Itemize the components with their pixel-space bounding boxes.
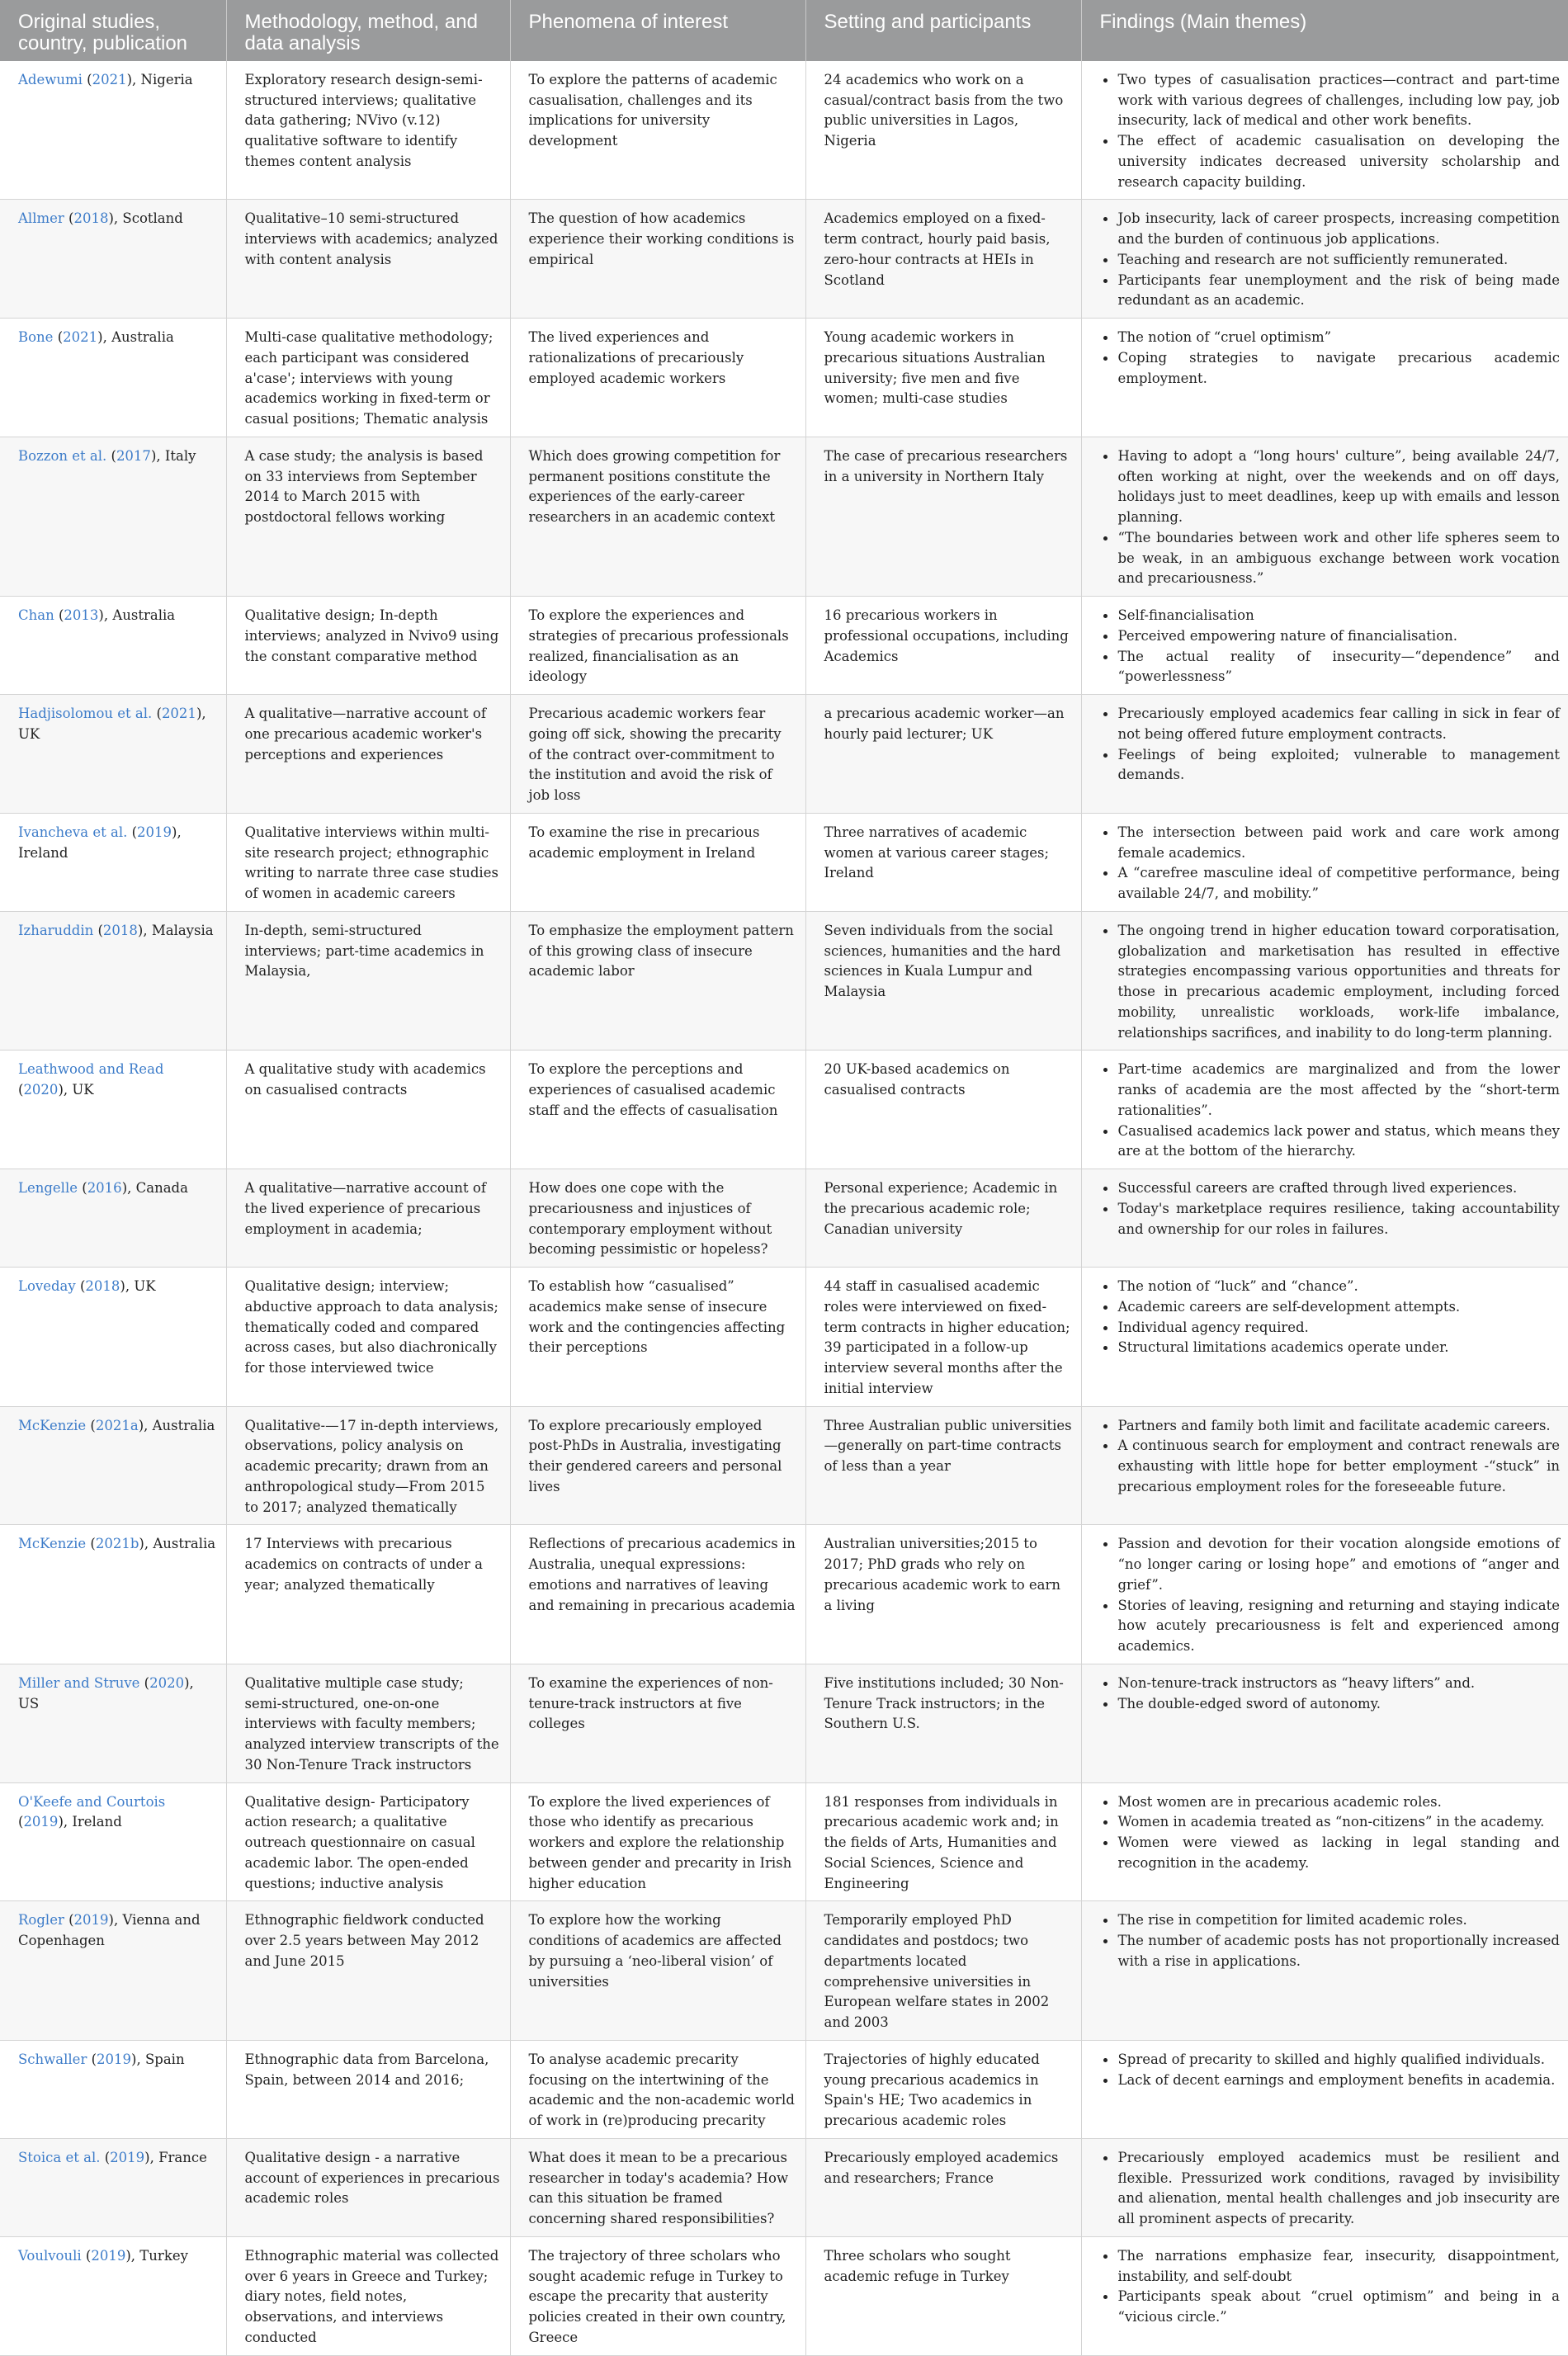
findings-cell: [1081, 437, 1568, 596]
study-cell: Miller and Struve (2020), US: [0, 1664, 226, 1782]
year-citation-link[interactable]: 2021: [63, 329, 98, 346]
author-citation-link[interactable]: Chan: [18, 607, 54, 624]
author-citation-link[interactable]: Miller and Struve: [18, 1674, 140, 1691]
finding-item: Perceived empowering nature of financialisation.: [1100, 626, 1561, 647]
study-cell: Allmer (2018), Scotland: [0, 200, 226, 319]
author-citation-link[interactable]: Lengelle: [18, 1180, 78, 1197]
finding-item: Most women are in precarious academic roles.: [1100, 1792, 1561, 1813]
year-citation-link[interactable]: 2021b: [95, 1536, 139, 1552]
year-citation-link[interactable]: 2021a: [95, 1417, 139, 1433]
findings-list: [1100, 1674, 1561, 1715]
study-cell: Stoica et al. (2019), France: [0, 2138, 226, 2236]
year-citation-link[interactable]: 2019: [91, 2247, 126, 2264]
methodology-cell: A qualitative—narrative account of the lived experience of precarious employment in academia;: [226, 1169, 510, 1268]
author-citation-link[interactable]: Leathwood and Read: [18, 1061, 164, 1078]
finding-item: The intersection between paid work and care work among female academics.: [1100, 823, 1561, 864]
header-setting: Setting and participants: [805, 0, 1081, 61]
findings-cell: [1081, 695, 1568, 814]
author-citation-link[interactable]: Rogler: [18, 1912, 64, 1929]
header-methodology: Methodology, method, and data analysis: [226, 0, 510, 61]
findings-list: [1100, 2050, 1561, 2091]
findings-cell: [1081, 1901, 1568, 2041]
phenomena-cell: To analyse academic precarity focusing on the intertwining of the academic and the non-academic world of work in (re)producing precarity: [510, 2040, 805, 2138]
setting-cell: Young academic workers in precarious situations Australian university; five men and five women; multi-case studies: [805, 319, 1081, 437]
findings-cell: [1081, 813, 1568, 911]
study-cell: Rogler (2019), Vienna and Copenhagen: [0, 1901, 226, 2041]
finding-item: Today's marketplace requires resilience, taking accountability and ownership for our roles in failures.: [1100, 1199, 1561, 1240]
phenomena-cell: To examine the rise in precarious academic employment in Ireland: [510, 813, 805, 911]
author-citation-link[interactable]: Stoica et al.: [18, 2149, 101, 2165]
table-row: [0, 695, 1568, 814]
table-row: [0, 319, 1568, 437]
methodology-cell: A case study; the analysis is based on 33 interviews from September 2014 to March 2015 with postdoctoral fellows working: [226, 437, 510, 596]
author-citation-link[interactable]: Loveday: [18, 1278, 76, 1295]
study-country: ), Italy: [150, 447, 196, 464]
study-country: ), Australia: [98, 607, 176, 624]
phenomena-cell: To explore how the working conditions of academics are affected by pursuing a ‘neo-liberal vision’ of universities: [510, 1901, 805, 2041]
findings-list: [1100, 1534, 1561, 1657]
phenomena-cell: The question of how academics experience their working conditions is empirical: [510, 200, 805, 319]
finding-item: Successful careers are crafted through lived experiences.: [1100, 1178, 1561, 1199]
author-citation-link[interactable]: Schwaller: [18, 2051, 87, 2067]
year-citation-link[interactable]: 2021: [92, 71, 127, 87]
findings-list: [1100, 1178, 1561, 1239]
table-body: [0, 61, 1568, 2355]
table-row: [0, 2236, 1568, 2355]
methodology-cell: Ethnographic material was collected over 6 years in Greece and Turkey; diary notes, field notes, observations, and interviews conducted: [226, 2236, 510, 2355]
study-cell: O'Keefe and Courtois (2019), Ireland: [0, 1782, 226, 1901]
setting-cell: Personal experience; Academic in the precarious academic role; Canadian university: [805, 1169, 1081, 1268]
findings-list: [1100, 606, 1561, 687]
findings-list: [1100, 1060, 1561, 1162]
findings-list: [1100, 70, 1561, 193]
findings-cell: [1081, 597, 1568, 695]
header-phenomena: Phenomena of interest: [510, 0, 805, 61]
study-cell: McKenzie (2021b), Australia: [0, 1525, 226, 1664]
findings-list: [1100, 209, 1561, 311]
study-cell: McKenzie (2021a), Australia: [0, 1406, 226, 1525]
author-citation-link[interactable]: Allmer: [18, 210, 64, 227]
finding-item: Self-financialisation: [1100, 606, 1561, 626]
author-citation-link[interactable]: Izharuddin: [18, 922, 94, 938]
findings-list: [1100, 1277, 1561, 1358]
year-citation-link[interactable]: 2019: [110, 2149, 145, 2165]
finding-item: Participants fear unemployment and the risk of being made redundant as an academic.: [1100, 271, 1561, 312]
finding-item: Partners and family both limit and facilitate academic careers.: [1100, 1416, 1561, 1437]
study-country: ), Australia: [97, 329, 174, 346]
table-row: [0, 1901, 1568, 2041]
setting-cell: Temporarily employed PhD candidates and postdocs; two departments located comprehensive universities in European welfare states in 2002 and 2003: [805, 1901, 1081, 2041]
phenomena-cell: To explore the patterns of academic casualisation, challenges and its implications for university development: [510, 61, 805, 200]
finding-item: Part-time academics are marginalized and from the lower ranks of academia are the most affected by the “short-term rationalities”.: [1100, 1060, 1561, 1121]
phenomena-cell: How does one cope with the precariousness and injustices of contemporary employment without becoming pessimistic or hopeless?: [510, 1169, 805, 1268]
year-citation-link[interactable]: 2019: [23, 1814, 59, 1830]
finding-item: Structural limitations academics operate under.: [1100, 1338, 1561, 1358]
header-studies: Original studies, country, publication: [0, 0, 226, 61]
study-country: ), Vienna and Copenhagen: [18, 1912, 201, 1949]
finding-item: Feelings of being exploited; vulnerable to management demands.: [1100, 745, 1561, 786]
findings-cell: [1081, 61, 1568, 200]
findings-cell: [1081, 1051, 1568, 1169]
table-row: [0, 200, 1568, 319]
year-citation-link[interactable]: 2021: [161, 706, 196, 722]
year-citation-link[interactable]: 2020: [149, 1674, 185, 1691]
findings-cell: [1081, 1782, 1568, 1901]
methodology-cell: A qualitative—narrative account of one precarious academic worker's perceptions and experiences: [226, 695, 510, 814]
finding-item: The effect of academic casualisation on developing the university indicates decreased university scholarship and research capacity building.: [1100, 131, 1561, 192]
findings-cell: [1081, 911, 1568, 1051]
study-cell: Lengelle (2016), Canada: [0, 1169, 226, 1268]
year-citation-link[interactable]: 2018: [102, 922, 138, 938]
methodology-cell: Ethnographic fieldwork conducted over 2.5 years between May 2012 and June 2015: [226, 1901, 510, 2041]
study-country: ), France: [144, 2149, 207, 2165]
study-cell: Bone (2021), Australia: [0, 319, 226, 437]
table-row: [0, 1051, 1568, 1169]
study-cell: Izharuddin (2018), Malaysia: [0, 911, 226, 1051]
study-country: ), US: [18, 1674, 194, 1712]
phenomena-cell: To establish how “casualised” academics make sense of insecure work and the contingencies affecting their perceptions: [510, 1268, 805, 1407]
finding-item: A “carefree masculine ideal of competitive performance, being available 24/7, and mobility.”: [1100, 863, 1561, 904]
finding-item: Two types of casualisation practices—contract and part-time work with various degrees of challenges, including low pay, job insecurity, lack of medical and other work benefits.: [1100, 70, 1561, 131]
author-citation-link[interactable]: O'Keefe and Courtois: [18, 1793, 166, 1810]
phenomena-cell: To examine the experiences of non-tenure-track instructors at five colleges: [510, 1664, 805, 1782]
study-cell: Bozzon et al. (2017), Italy: [0, 437, 226, 596]
study-country: ), Ireland: [18, 824, 182, 861]
finding-item: The narrations emphasize fear, insecurity, disappointment, instability, and self-doubt: [1100, 2246, 1561, 2288]
setting-cell: Three scholars who sought academic refuge in Turkey: [805, 2236, 1081, 2355]
setting-cell: The case of precarious researchers in a university in Northern Italy: [805, 437, 1081, 596]
methodology-cell: Ethnographic data from Barcelona, Spain, between 2014 and 2016;: [226, 2040, 510, 2138]
finding-item: Non-tenure-track instructors as “heavy lifters” and.: [1100, 1674, 1561, 1694]
author-citation-link[interactable]: McKenzie: [18, 1536, 87, 1552]
header-findings: Findings (Main themes): [1081, 0, 1568, 61]
findings-list: [1100, 2148, 1561, 2230]
study-country: ), UK: [58, 1082, 94, 1098]
methodology-cell: 17 Interviews with precarious academics on contracts of under a year; analyzed thematically: [226, 1525, 510, 1664]
setting-cell: 24 academics who work on a casual/contract basis from the two public universities in Lagos, Nigeria: [805, 61, 1081, 200]
setting-cell: a precarious academic worker—an hourly paid lecturer; UK: [805, 695, 1081, 814]
findings-cell: [1081, 1664, 1568, 1782]
author-citation-link[interactable]: McKenzie: [18, 1417, 87, 1433]
table-row: [0, 1169, 1568, 1268]
study-country: ), Australia: [139, 1536, 216, 1552]
methodology-cell: Qualitative interviews within multi-site research project; ethnographic writing to narrate three case studies of women in academic careers: [226, 813, 510, 911]
study-cell: Adewumi (2021), Nigeria: [0, 61, 226, 200]
study-country: ), UK: [120, 1278, 156, 1295]
finding-item: Job insecurity, lack of career prospects, increasing competition and the burden of continuous job applications.: [1100, 209, 1561, 250]
methodology-cell: Qualitative design; In-depth interviews; analyzed in Nvivo9 using the constant comparative method: [226, 597, 510, 695]
methodology-cell: Qualitative-—17 in-depth interviews, observations, policy analysis on academic precarity; drawn from an anthropological study—From 2015 to 2017; analyzed thematically: [226, 1406, 510, 1525]
finding-item: The notion of “cruel optimism”: [1100, 328, 1561, 348]
setting-cell: Trajectories of highly educated young precarious academics in Spain's HE; Two academics in precarious academic roles: [805, 2040, 1081, 2138]
author-citation-link[interactable]: Hadjisolomou et al.: [18, 706, 153, 722]
table-row: [0, 911, 1568, 1051]
finding-item: The ongoing trend in higher education toward corporatisation, globalization and marketisation has resulted in effective strategies encompassing various opportunities and threats for those in precarious academic employment, including forced mobility, unrealistic workloads, work-life imbalance, relationships sacrifices, and inability to do long-term planning.: [1100, 921, 1561, 1044]
methodology-cell: Qualitative design; interview; abductive approach to data analysis; thematically coded and compared across cases, but also diachronically for those interviewed twice: [226, 1268, 510, 1407]
findings-cell: [1081, 200, 1568, 319]
findings-list: [1100, 1910, 1561, 1971]
author-citation-link[interactable]: Adewumi: [18, 71, 83, 87]
study-country: ), UK: [18, 706, 206, 742]
finding-item: Teaching and research are not sufficiently remunerated.: [1100, 250, 1561, 271]
table-row: [0, 1406, 1568, 1525]
methodology-cell: Exploratory research design-semi-structured interviews; qualitative data gathering; NVivo (v.12) qualitative software to identify themes content analysis: [226, 61, 510, 200]
finding-item: The rise in competition for limited academic roles.: [1100, 1910, 1561, 1931]
finding-item: The notion of “luck” and “chance”.: [1100, 1277, 1561, 1297]
finding-item: Precariously employed academics must be resilient and flexible. Pressurized work conditions, ravaged by invisibility and alienation, mental health challenges and job insecurity are all prominent aspects of precarity.: [1100, 2148, 1561, 2230]
table-row: [0, 1268, 1568, 1407]
study-cell: Ivancheva et al. (2019), Ireland: [0, 813, 226, 911]
study-cell: Loveday (2018), UK: [0, 1268, 226, 1407]
finding-item: Women in academia treated as “non-citizens” in the academy.: [1100, 1812, 1561, 1833]
phenomena-cell: Which does growing competition for permanent positions constitute the experiences of the early-career researchers in an academic context: [510, 437, 805, 596]
finding-item: Having to adopt a “long hours' culture”, being available 24/7, often working at night, over the weekends and on off days, holidays just to meet deadlines, keep up with emails and lesson planning.: [1100, 446, 1561, 528]
year-citation-link[interactable]: 2018: [73, 210, 109, 227]
study-cell: Schwaller (2019), Spain: [0, 2040, 226, 2138]
setting-cell: 20 UK-based academics on casualised contracts: [805, 1051, 1081, 1169]
finding-item: The actual reality of insecurity—“dependence” and “powerlessness”: [1100, 647, 1561, 688]
finding-item: The number of academic posts has not proportionally increased with a rise in applications.: [1100, 1931, 1561, 1972]
study-cell: Leathwood and Read (2020), UK: [0, 1051, 226, 1169]
setting-cell: 44 staff in casualised academic roles were interviewed on fixed-term contracts in higher education; 39 participated in a follow-up interview several months after the initial interview: [805, 1268, 1081, 1407]
study-country: ), Scotland: [108, 210, 183, 227]
findings-cell: [1081, 2040, 1568, 2138]
finding-item: Participants speak about “cruel optimism” and being in a “vicious circle.”: [1100, 2287, 1561, 2328]
year-citation-link[interactable]: 2019: [73, 1912, 109, 1929]
setting-cell: 16 precarious workers in professional occupations, including Academics: [805, 597, 1081, 695]
table-row: [0, 813, 1568, 911]
table-row: [0, 1664, 1568, 1782]
findings-list: [1100, 704, 1561, 786]
finding-item: Academic careers are self-development attempts.: [1100, 1297, 1561, 1318]
study-country: ), Nigeria: [126, 71, 193, 87]
setting-cell: Three narratives of academic women at various career stages; Ireland: [805, 813, 1081, 911]
phenomena-cell: The lived experiences and rationalizations of precariously employed academic workers: [510, 319, 805, 437]
finding-item: A continuous search for employment and contract renewals are exhausting with little hope for better employment -“stuck” in precarious employment roles for the foreseeable future.: [1100, 1436, 1561, 1497]
finding-item: Stories of leaving, resigning and returning and staying indicate how acutely precariousness is felt and experienced among academics.: [1100, 1596, 1561, 1657]
finding-item: Coping strategies to navigate precarious academic employment.: [1100, 348, 1561, 390]
finding-item: Precariously employed academics fear calling in sick in fear of not being offered future employment contracts.: [1100, 704, 1561, 745]
methodology-cell: Qualitative–10 semi-structured interviews with academics; analyzed with content analysis: [226, 200, 510, 319]
finding-item: Lack of decent earnings and employment benefits in academia.: [1100, 2070, 1561, 2091]
finding-item: “The boundaries between work and other life spheres seem to be weak, in an ambiguous exchange between work vocation and precariousness.”: [1100, 528, 1561, 589]
author-citation-link[interactable]: Voulvouli: [18, 2247, 82, 2264]
table-row: [0, 2138, 1568, 2236]
setting-cell: Academics employed on a fixed-term contract, hourly paid basis, zero-hour contracts at HEIs in Scotland: [805, 200, 1081, 319]
finding-item: Women were viewed as lacking in legal standing and recognition in the academy.: [1100, 1833, 1561, 1874]
table-row: [0, 1525, 1568, 1664]
finding-item: The double-edged sword of autonomy.: [1100, 1694, 1561, 1715]
finding-item: Spread of precarity to skilled and highly qualified individuals.: [1100, 2050, 1561, 2070]
phenomena-cell: What does it mean to be a precarious researcher in today's academia? How can this situation be framed concerning shared responsibilities?: [510, 2138, 805, 2236]
phenomena-cell: Reflections of precarious academics in Australia, unequal expressions: emotions and narratives of leaving and remaining in precarious academia: [510, 1525, 805, 1664]
methodology-cell: Multi-case qualitative methodology; each participant was considered a'case'; interviews with young academics working in fixed-term or casual positions; Thematic analysis: [226, 319, 510, 437]
findings-cell: [1081, 1169, 1568, 1268]
study-cell: Chan (2013), Australia: [0, 597, 226, 695]
findings-list: [1100, 328, 1561, 389]
findings-cell: [1081, 2236, 1568, 2355]
setting-cell: Three Australian public universities—generally on part-time contracts of less than a year: [805, 1406, 1081, 1525]
methodology-cell: Qualitative design- Participatory action research; a qualitative outreach questionnaire on casual academic labor. The open-ended questions; inductive analysis: [226, 1782, 510, 1901]
author-citation-link[interactable]: Bone: [18, 329, 54, 346]
study-country: ), Ireland: [58, 1814, 122, 1830]
finding-item: Casualised academics lack power and status, which means they are at the bottom of the hierarchy.: [1100, 1121, 1561, 1163]
findings-list: [1100, 1792, 1561, 1874]
methodology-cell: In-depth, semi-structured interviews; part-time academics in Malaysia,: [226, 911, 510, 1051]
year-citation-link[interactable]: 2016: [87, 1180, 122, 1197]
phenomena-cell: The trajectory of three scholars who sought academic refuge in Turkey to escape the precarity that austerity policies created in their own country, Greece: [510, 2236, 805, 2355]
year-citation-link[interactable]: 2019: [97, 2051, 132, 2067]
finding-item: Individual agency required.: [1100, 1318, 1561, 1339]
study-country: ), Turkey: [125, 2247, 188, 2264]
findings-cell: [1081, 319, 1568, 437]
table-header: [0, 0, 1568, 61]
table-row: [0, 2040, 1568, 2138]
study-cell: Hadjisolomou et al. (2021), UK: [0, 695, 226, 814]
setting-cell: Seven individuals from the social sciences, humanities and the hard sciences in Kuala Lumpur and Malaysia: [805, 911, 1081, 1051]
year-citation-link[interactable]: 2018: [85, 1278, 120, 1295]
findings-cell: [1081, 2138, 1568, 2236]
setting-cell: Five institutions included; 30 Non-Tenure Track instructors; in the Southern U.S.: [805, 1664, 1081, 1782]
phenomena-cell: To explore the lived experiences of those who identify as precarious workers and explore the relationship between gender and precarity in Irish higher education: [510, 1782, 805, 1901]
phenomena-cell: To emphasize the employment pattern of this growing class of insecure academic labor: [510, 911, 805, 1051]
findings-cell: [1081, 1268, 1568, 1407]
author-citation-link[interactable]: Ivancheva et al.: [18, 824, 128, 840]
phenomena-cell: To explore precariously employed post-PhDs in Australia, investigating their gendered careers and personal lives: [510, 1406, 805, 1525]
methodology-cell: A qualitative study with academics on casualised contracts: [226, 1051, 510, 1169]
year-citation-link[interactable]: 2017: [116, 447, 151, 464]
year-citation-link[interactable]: 2019: [137, 824, 172, 840]
study-country: ), Spain: [131, 2051, 185, 2067]
study-country: ), Canada: [121, 1180, 188, 1197]
phenomena-cell: To explore the experiences and strategies of precarious professionals realized, financialisation as an ideology: [510, 597, 805, 695]
phenomena-cell: To explore the perceptions and experiences of casualised academic staff and the effects of casualisation: [510, 1051, 805, 1169]
phenomena-cell: Precarious academic workers fear going off sick, showing the precarity of the contract over-commitment to the institution and avoid the risk of job loss: [510, 695, 805, 814]
setting-cell: 181 responses from individuals in precarious academic work and; in the fields of Arts, Humanities and Social Sciences, Science and Engineering: [805, 1782, 1081, 1901]
table-row: [0, 61, 1568, 200]
year-citation-link[interactable]: 2020: [23, 1082, 59, 1098]
findings-cell: [1081, 1525, 1568, 1664]
setting-cell: Australian universities;2015 to 2017; PhD grads who rely on precarious academic work to earn a living: [805, 1525, 1081, 1664]
setting-cell: Precariously employed academics and researchers; France: [805, 2138, 1081, 2236]
findings-list: [1100, 1416, 1561, 1498]
methodology-cell: Qualitative design - a narrative account of experiences in precarious academic roles: [226, 2138, 510, 2236]
study-cell: Voulvouli (2019), Turkey: [0, 2236, 226, 2355]
findings-list: [1100, 921, 1561, 1044]
table-row: [0, 1782, 1568, 1901]
author-citation-link[interactable]: Bozzon et al.: [18, 447, 107, 464]
study-country: ), Australia: [138, 1417, 215, 1433]
year-citation-link[interactable]: 2013: [64, 607, 99, 624]
findings-list: [1100, 2246, 1561, 2328]
findings-cell: [1081, 1406, 1568, 1525]
table-row: [0, 437, 1568, 596]
finding-item: Passion and devotion for their vocation alongside emotions of “no longer caring or losing hope” and emotions of “anger and grief”.: [1100, 1534, 1561, 1595]
table-row: [0, 597, 1568, 695]
study-country: ), Malaysia: [137, 922, 214, 938]
findings-list: [1100, 823, 1561, 904]
methodology-cell: Qualitative multiple case study; semi-structured, one-on-one interviews with faculty members; analyzed interview transcripts of the 30 Non-Tenure Track instructors: [226, 1664, 510, 1782]
findings-list: [1100, 446, 1561, 589]
